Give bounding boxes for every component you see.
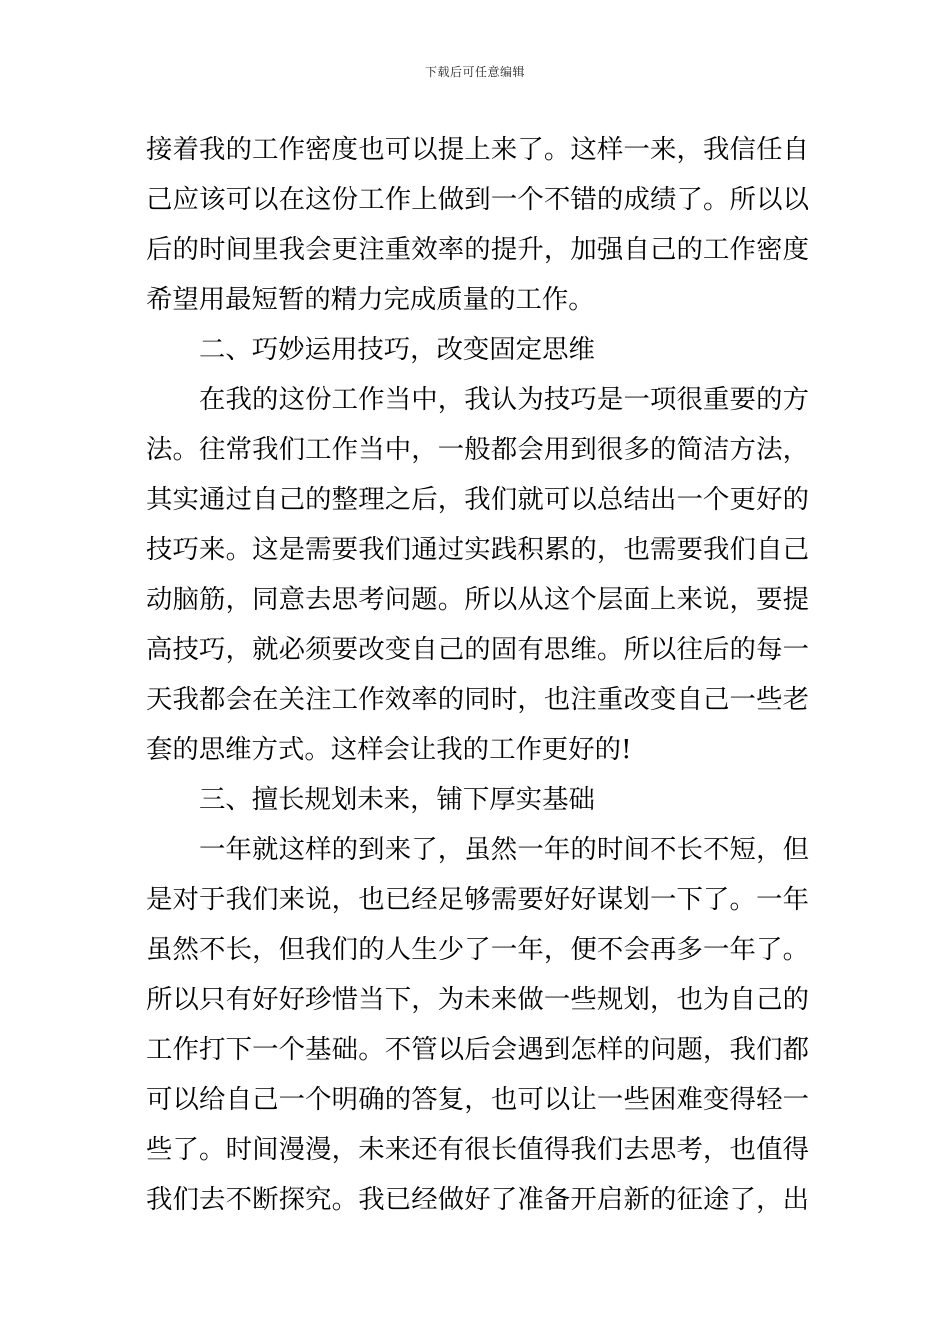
section-heading: 二、巧妙运用技巧，改变固定思维 bbox=[199, 334, 595, 365]
paragraph-line: 一年就这样的到来了，虽然一年的时间不长不短，但 bbox=[199, 834, 809, 865]
paragraph-line: 所以只有好好珍惜当下，为未来做一些规划，也为自己的 bbox=[146, 984, 809, 1015]
paragraph-line: 希望用最短暂的精力完成质量的工作。 bbox=[146, 284, 595, 315]
paragraph-line: 高技巧，就必须要改变自己的固有思维。所以往后的每一 bbox=[146, 634, 809, 665]
paragraph-line: 技巧来。这是需要我们通过实践积累的，也需要我们自己 bbox=[146, 534, 809, 565]
paragraph-line: 工作打下一个基础。不管以后会遇到怎样的问题，我们都 bbox=[146, 1034, 809, 1065]
paragraph-line: 后的时间里我会更注重效率的提升，加强自己的工作密度 bbox=[146, 234, 809, 265]
paragraph-line: 虽然不长，但我们的人生少了一年，便不会再多一年了。 bbox=[146, 934, 809, 965]
paragraph-line: 是对于我们来说，也已经足够需要好好谋划一下了。一年 bbox=[146, 884, 809, 915]
body-text bbox=[146, 125, 809, 1225]
paragraph-line: 接着我的工作密度也可以提上来了。这样一来，我信任自 bbox=[146, 134, 809, 165]
paragraph-line: 法。往常我们工作当中，一般都会用到很多的简洁方法， bbox=[146, 434, 809, 465]
paragraph-line: 动脑筋，同意去思考问题。所以从这个层面上来说，要提 bbox=[146, 584, 809, 615]
paragraph-line: 天我都会在关注工作效率的同时，也注重改变自己一些老 bbox=[146, 684, 809, 715]
paragraph-line: 其实通过自己的整理之后，我们就可以总结出一个更好的 bbox=[146, 484, 809, 515]
paragraph-line: 我们去不断探究。我已经做好了准备开启新的征途了，出 bbox=[146, 1184, 809, 1215]
paragraph-line: 套的思维方式。这样会让我的工作更好的! bbox=[146, 734, 632, 765]
paragraph-line: 在我的这份工作当中，我认为技巧是一项很重要的方 bbox=[199, 384, 809, 415]
paragraph-line: 可以给自己一个明确的答复，也可以让一些困难变得轻一 bbox=[146, 1084, 809, 1115]
header-note: 下载后可任意编辑 bbox=[424, 65, 525, 79]
paragraph-line: 些了。时间漫漫，未来还有很长值得我们去思考，也值得 bbox=[146, 1134, 809, 1165]
section-heading: 三、擅长规划未来，铺下厚实基础 bbox=[199, 784, 595, 815]
paragraph-line: 己应该可以在这份工作上做到一个不错的成绩了。所以以 bbox=[146, 184, 809, 215]
